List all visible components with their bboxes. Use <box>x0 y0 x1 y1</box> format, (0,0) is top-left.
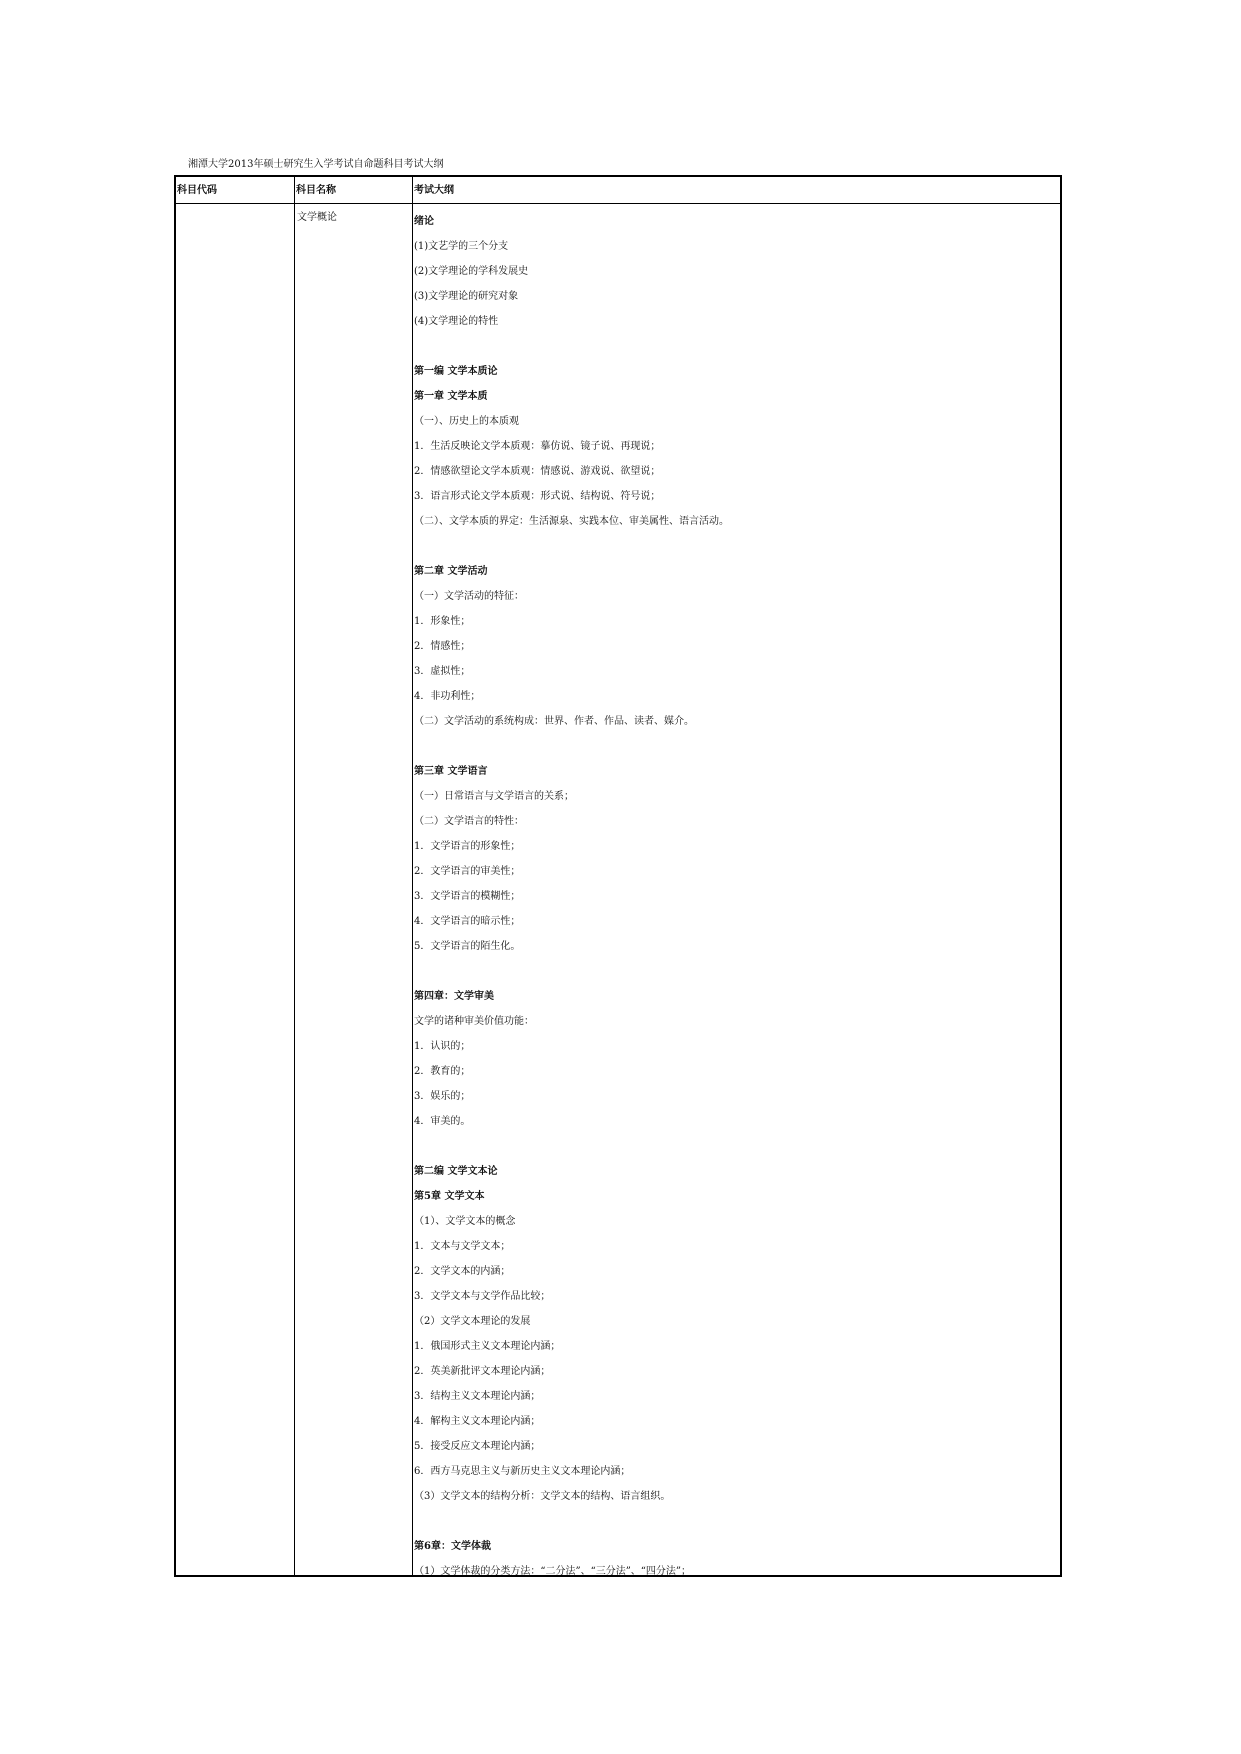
outline-line: 绪论 <box>414 216 434 227</box>
outline-spacer <box>414 340 729 365</box>
outline-line: 第一编 文学本质论 <box>414 366 498 377</box>
outline-line: 第二编 文学文本论 <box>414 1166 498 1177</box>
exam-outline-table <box>174 175 1062 1577</box>
outline-line: 第四章：文学审美 <box>414 991 494 1002</box>
outline-line: 3．语言形式论文学本质观：形式说、结构说、符号说； <box>414 491 661 502</box>
outline-line: (1)文艺学的三个分支 <box>414 241 509 252</box>
outline-line: 3．娱乐的； <box>414 1091 471 1102</box>
outline-line: 2．教育的； <box>414 1066 471 1077</box>
outline-line: 1．认识的； <box>414 1041 471 1052</box>
outline-spacer <box>414 740 729 765</box>
outline-line: （一）日常语言与文学语言的关系； <box>414 791 574 802</box>
header-subject-code: 科目代码 <box>177 185 217 196</box>
outline-spacer <box>414 1515 729 1540</box>
outline-line: 6．西方马克思主义与新历史主义文本理论内涵； <box>414 1466 631 1477</box>
outline-line: 第6章：文学体裁 <box>414 1541 491 1552</box>
outline-line: 2．情感欲望论文学本质观：情感说、游戏说、欲望说； <box>414 466 661 477</box>
outline-content <box>414 215 729 1590</box>
outline-line: 1．形象性； <box>414 616 471 627</box>
outline-spacer <box>414 540 729 565</box>
outline-line: 3．文学语言的模糊性； <box>414 891 521 902</box>
outline-line: 4．文学语言的暗示性； <box>414 916 521 927</box>
outline-line: (2)文学理论的学科发展史 <box>414 266 529 277</box>
outline-line: 2．情感性； <box>414 641 471 652</box>
outline-spacer <box>414 965 729 990</box>
outline-line: 4．解构主义文本理论内涵； <box>414 1416 541 1427</box>
outline-line: 2．英美新批评文本理论内涵； <box>414 1366 551 1377</box>
outline-line: 2．文学语言的审美性； <box>414 866 521 877</box>
column-divider <box>294 177 295 1575</box>
outline-line: 5．文学语言的陌生化。 <box>414 941 521 952</box>
header-exam-outline: 考试大纲 <box>414 185 454 196</box>
outline-line: （1）、文学文本的概念 <box>414 1216 516 1227</box>
outline-line: （1）文学体裁的分类方法：“二分法”、“三分法”、“四分法”； <box>414 1566 692 1577</box>
document-title: 湘潭大学2013年硕士研究生入学考试自命题科目考试大纲 <box>188 159 444 170</box>
outline-line: 第一章 文学本质 <box>414 391 488 402</box>
outline-line: 3．虚拟性； <box>414 666 471 677</box>
column-divider <box>412 177 413 1575</box>
outline-line: 4．审美的。 <box>414 1116 471 1127</box>
outline-spacer <box>414 1140 729 1165</box>
outline-line: （2）文学文本理论的发展 <box>414 1316 531 1327</box>
outline-line: （二）文学语言的特性： <box>414 816 524 827</box>
outline-line: 文学的诸种审美价值功能： <box>414 1016 534 1027</box>
outline-line: 第三章 文学语言 <box>414 766 488 777</box>
outline-line: (3)文学理论的研究对象 <box>414 291 519 302</box>
outline-line: 2．文学文本的内涵； <box>414 1266 511 1277</box>
outline-line: （二）、文学本质的界定：生活源泉、实践本位、审美属性、语言活动。 <box>414 516 729 527</box>
header-subject-name: 科目名称 <box>296 185 336 196</box>
subject-name-cell: 文学概论 <box>297 212 337 223</box>
outline-line: 3．文学文本与文学作品比较； <box>414 1291 551 1302</box>
outline-line: 第二章 文学活动 <box>414 566 488 577</box>
outline-line: 5．接受反应文本理论内涵； <box>414 1441 541 1452</box>
outline-line: 3．结构主义文本理论内涵； <box>414 1391 541 1402</box>
outline-line: （一）、历史上的本质观 <box>414 416 519 427</box>
outline-line: 1．生活反映论文学本质观：摹仿说、镜子说、再现说； <box>414 441 661 452</box>
header-row-divider <box>176 203 1060 204</box>
outline-line: 4．非功利性； <box>414 691 481 702</box>
outline-line: 1．文学语言的形象性； <box>414 841 521 852</box>
outline-line: （二）文学活动的系统构成：世界、作者、作品、读者、媒介。 <box>414 716 694 727</box>
outline-line: 1．俄国形式主义文本理论内涵； <box>414 1341 561 1352</box>
outline-line: 第5章 文学文本 <box>414 1191 485 1202</box>
outline-line: （3）文学文本的结构分析：文学文本的结构、语言组织。 <box>414 1491 671 1502</box>
outline-line: （一）文学活动的特征： <box>414 591 524 602</box>
outline-line: 1．文本与文学文本； <box>414 1241 511 1252</box>
outline-line: (4)文学理论的特性 <box>414 316 499 327</box>
